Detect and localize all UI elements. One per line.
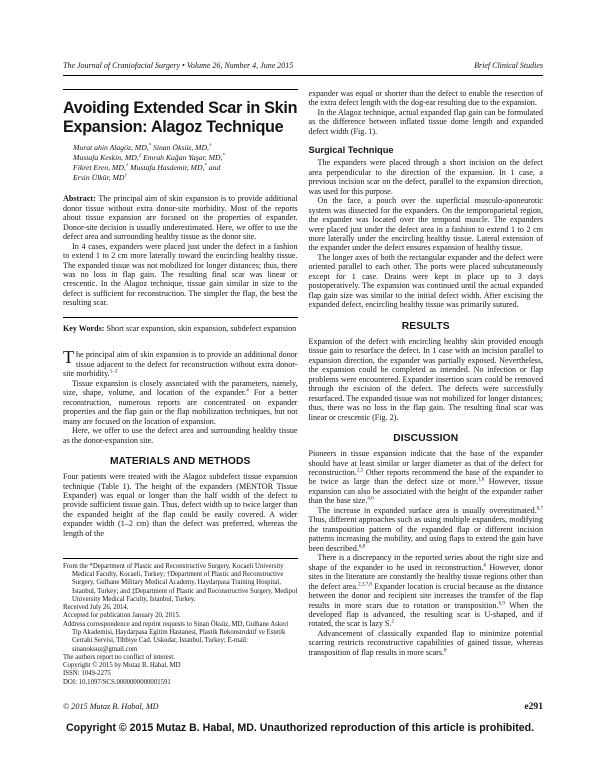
left-column (63, 89, 298, 687)
author-line: Ersin Ülkür, MD† (73, 173, 127, 183)
author-line: Mustafa Keskin, MD,‡ Emrah Kağan Yaşar, MD,* (73, 153, 225, 163)
keywords-paragraph (63, 324, 298, 333)
surgical-paragraph: The longer axes of both the rectangular expander and the defect were oriented parallel to each other. The ports were placed subcutaneously except for 1 case. Drains were kept in place up to 3 days postoperatively. The expansion was continued until the actual expanded flap gain size was similar to the initial defect width. After excising the expanded defect, encircling healthy tissue was primarily sutured. (308, 252, 543, 310)
continuation-paragraph: In the Alagoz technique, actual expanded flap gain can be formulated as the difference between inflated tissue dome length and expanded defect width (Fig. 1). (308, 107, 543, 136)
materials-methods-heading: MATERIALS AND METHODS (109, 456, 251, 468)
surgical-technique-heading: Surgical Technique (308, 145, 394, 156)
page-header (63, 61, 543, 70)
footer-copyright: © 2015 Mutaz B. Habal, MD (63, 702, 159, 711)
surgical-paragraph: On the face, a pouch over the superficial musculo-aponeurotic system was dissected for the expanders. On the temporoparietal region, the expander was located over the temporal muscle. The expanders were placed just under the defect area in a fashion to extend 1 to 2 cm more laterally under the encircling healthy tissue. Lateral extension of the expander under the defect ensures expansion of healthy tissue. (308, 196, 543, 253)
journal-citation: The Journal of Craniofacial Surgery • Volume 26, Number 4, June 2015 (63, 61, 294, 70)
footnote-conflict: The authors report no conflict of interest. (63, 653, 175, 661)
article-title-line1: Avoiding Extended Scar in Skin (63, 99, 298, 117)
intro-paragraph (63, 347, 298, 379)
footnote-affiliations: From the *Department of Plastic and Reconstructive Surgery, Kocaeli University Medical Faculty, Kocaeli, Turkey; †Department of Plastic and Reconstructive Surgery, Gulhane Military Medical Academy, Haydarpasa Training Hospital, Istanbul, Turkey; and ‡Department of Plastic and Reconstructive Surgery, Medipol University Medical Faculty, Istanbul, Turkey. (63, 562, 298, 603)
article-body (63, 89, 543, 687)
intro-paragraph: Tissue expansion is closely associated with the parameters, namely, size, shape, volume, and location of the expander.$^4$ For a better reconstruction, numerous reports are concentrated on expander properties and the flap gain or the flap mobilization techniques, but not many are focused on the location of expansion. (63, 378, 298, 426)
article-title (63, 99, 298, 136)
section-label: Brief Clinical Studies (474, 61, 543, 70)
introduction (63, 347, 298, 445)
title-divider (63, 89, 298, 90)
dropcap: T (63, 347, 74, 368)
discussion-paragraph: Pioneers in tissue expansion indicate that the base of the expander should have at least similar or larger diameter as that of the defect for reconstruction.$^{2,5}$ Other reports recommend the base of the expander to be twice as large than the defect size or more.$^{1,6}$ However, tissue expansion can also be associated with the height of the expander rather than the base size.$^{4,6}$ (308, 449, 543, 506)
keywords-block (63, 317, 298, 333)
results-heading: RESULTS (401, 320, 450, 332)
abstract (63, 194, 298, 308)
author-line: Fikret Eren, MD,† Mustafa Hasdemir, MD,* and (73, 163, 221, 173)
footnote-accepted: Accepted for publication January 20, 2015. (63, 612, 181, 620)
surgical-paragraph: The expanders were placed through a short incision on the defect area perpendicular to the direction of the expansion. In 1 case, a previous incision scar on the defect, parallel to the expansion direction, was used for this purpose. (308, 158, 543, 196)
discussion-heading: DISCUSSION (393, 432, 459, 444)
abstract-paragraph: In 4 cases, expanders were placed just under the defect in a fashion to extend 1 to 2 cm more laterally toward the encircling healthy tissue. The expanded tissue was not mobilized for longer distances; thus, there was no loss in flap gain. The resulting final scar was linear or crescentic. In the Alagoz technique, tissue gain similar in size to the defect is sufficient for reconstruction. The simpler the flap, the best the resulting scar. (63, 241, 298, 308)
reproduction-notice: Copyright © 2015 Mutaz B. Habal, MD. Unauthorized reproduction of this article is prohibited. (65, 722, 535, 734)
continuation-paragraph: expander was equal or shorter than the defect to enable the resection of the extra defect length with the dog-ear resulting due to the expansion. (308, 89, 543, 108)
page-number: e291 (524, 701, 543, 712)
discussion-paragraph: The increase in expanded surface area is usually overestimated.$^{6,7}$ Thus, different approaches such as using multiple expanders, modifying the transposition pattern of the expanded flap or different incision patterns increasing the mobility, and using flaps to extend the gain have been described.$^{6,8}$ (308, 505, 543, 553)
results-paragraph: Expansion of the defect with encircling healthy skin provided enough tissue gain to resurface the defect. In 1 case with an incision parallel to expansion direction, the expander was partially exposed. Nevertheless, the expansion could be completed as intended. No infection or flap problems were encountered. Expander insertion scars could be removed through the excision of the defect. The defects were successfully resurfaced. The expanded tissue was not mobilized for longer distances; thus, there was no loss in the flap gain. The resulting final scar was linear or crescentic (Fig. 2). (308, 336, 543, 422)
keywords-label: Key Words: (63, 323, 105, 333)
intro-text: he principal aim of skin expansion is to provide an additional donor tissue adjacent to the defect for reconstruction without extra donor-site morbidity.$^{1-3}$ (63, 350, 298, 379)
footnote-issn: ISSN: 1049-2275 (63, 670, 111, 678)
discussion-paragraph: There is a discrepancy in the reported series about the right size and shape of the expander to be used in reconstruction.$^6$ However, donor sites in the literature are constantly the healthy tissue regions other than the defect area.$^{2,3,7,8}$ Expander location is crucial because as the distance between the donor and recipient site increases the transfer of the flap results in more scars due to rotation or transposition.$^{6,9}$ When the developed flap is advanced, the resulting scar is U-shaped, and if rotated, the scar is lazy S.$^2$ (308, 553, 543, 629)
footnote-correspondence: Address correspondence and reprint requests to Sinan Öksüz, MD, Gulhane Askeri Tip Akademisi, Haydarpasa Egitim Hastanesi, Plastik Rekonstruktif ve Estetik Cerrahi Servisi, Tibbiye Cad. Uskudar, Istanbul, Turkey; E-mail: sinanoksuz@gmail.com (63, 620, 289, 653)
right-column (309, 89, 544, 687)
keywords-text: Short scar expansion, skin expansion, subdefect expansion (106, 323, 297, 333)
intro-paragraph: Here, we offer to use the defect area and surrounding healthy tissue as the donor-expansion site. (63, 426, 298, 445)
footnote-block (63, 558, 298, 687)
page-footer (63, 701, 543, 712)
abstract-label: Abstract: (63, 194, 96, 204)
footnote-copyright: Copyright © 2015 by Mutaz B. Habal, MD (63, 662, 181, 670)
abstract-text: The principal aim of skin expansion is to provide additional donor tissue without extra donor-site morbidity. Most of the reports about tissue expansion are focused on the properties of expander. Donor-site decision is usually underestimated. Here, we offer to use the defect area and surrounding healthy tissue as the donor site. (63, 194, 298, 242)
discussion-paragraph: Advancement of classically expanded flap to minimize potential scarring restricts reconstructive capabilities of gained tissue, whereas transposition of flap results in more scars.$^8$ (308, 628, 543, 657)
author-list (73, 143, 298, 183)
methods-paragraph: Four patients were treated with the Alagoz subdefect tissue expansion technique (Table 1). The height of the expanders (MENTOR Tissue Expander) was equal or longer than the half width of the defect to provide sufficient tissue gain. Thus, defect width up to twice larger than the expanded height of the flap could be easily covered. A wider expander width (1–2 cm) than the defect was preferred, whereas the length of the (63, 472, 298, 538)
footnote-received: Received July 26, 2014. (63, 604, 129, 612)
footnote-doi: DOI: 10.1097/SCS.0000000000001591 (63, 678, 171, 686)
author-line: Murat ahin Alagöz, MD,* Sinan Öksüz, MD,† (73, 143, 212, 153)
article-title-line2: Expansion: Alagoz Technique (63, 117, 284, 136)
header-divider (63, 75, 543, 76)
abstract-paragraph (63, 194, 298, 241)
